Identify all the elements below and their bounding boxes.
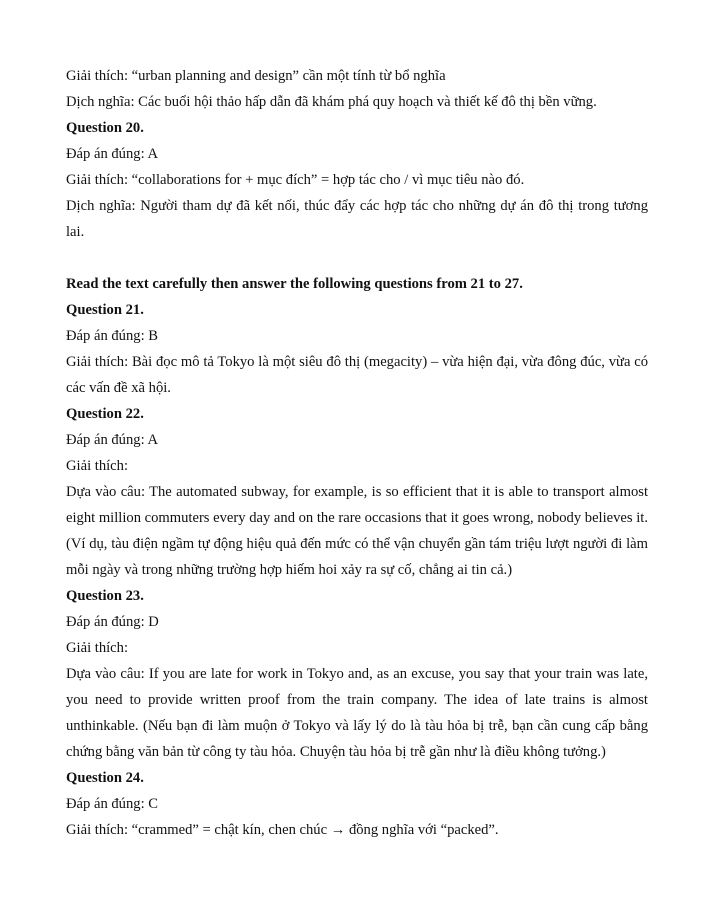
q20-explanation: Giải thích: “collaborations for + mục đích” = hợp tác cho / vì mục tiêu nào đó. bbox=[66, 172, 525, 188]
q21-explanation: Giải thích: Bài đọc mô tả Tokyo là một siêu đô thị (megacity) – vừa hiện đại, vừa đông đúc, vừa có các vấn đề xã hội. bbox=[66, 354, 648, 396]
q23-answer: Đáp án đúng: D bbox=[66, 614, 159, 630]
section-heading: Read the text carefully then answer the following questions from 21 to 27. bbox=[66, 276, 523, 292]
q24-title: Question 24. bbox=[66, 770, 144, 786]
q23-title: Question 23. bbox=[66, 588, 144, 604]
q19-explanation: Giải thích: “urban planning and design” cần một tính từ bổ nghĩa bbox=[66, 68, 446, 84]
section-spacer bbox=[66, 245, 648, 271]
q22-evidence: Dựa vào câu: The automated subway, for example, is so efficient that it is able to transport almost eight million commuters every day and on the rare occasions that it goes wrong, nobody believes it. (Ví dụ, tàu điện ngầm tự động hiệu quả đến mức có thể vận chuyển gần tám triệu lượt người đi làm mỗi ngày và trong những trường hợp hiếm hoi xảy ra sự cố, chẳng ai tin cả.) bbox=[66, 484, 648, 578]
q23-evidence: Dựa vào câu: If you are late for work in Tokyo and, as an excuse, you say that your train was late, you need to provide written proof from the train company. The idea of late trains is almost unthinkable. (Nếu bạn đi làm muộn ở Tokyo và lấy lý do là tàu hỏa bị trễ, bạn cần cung cấp bằng chứng bằng văn bản từ công ty tàu hỏa. Chuyện tàu hỏa bị trễ gần như là điều không tưởng.) bbox=[66, 666, 648, 760]
q23-explanation-label: Giải thích: bbox=[66, 640, 129, 656]
q21-title: Question 21. bbox=[66, 302, 144, 318]
q22-answer: Đáp án đúng: A bbox=[66, 432, 159, 448]
document-page bbox=[66, 63, 648, 843]
q24-answer: Đáp án đúng: C bbox=[66, 796, 159, 812]
q22-title: Question 22. bbox=[66, 406, 144, 422]
q20-translation: Dịch nghĩa: Người tham dự đã kết nối, thúc đẩy các hợp tác cho những dự án đô thị trong tương lai. bbox=[66, 198, 648, 240]
q24-explanation: Giải thích: “crammed” = chật kín, chen chúc → đồng nghĩa với “packed”. bbox=[66, 822, 499, 838]
q20-title: Question 20. bbox=[66, 120, 144, 136]
q20-answer: Đáp án đúng: A bbox=[66, 146, 159, 162]
q19-translation: Dịch nghĩa: Các buổi hội thảo hấp dẫn đã khám phá quy hoạch và thiết kế đô thị bền vững. bbox=[66, 94, 597, 110]
q21-answer: Đáp án đúng: B bbox=[66, 328, 159, 344]
q22-explanation-label: Giải thích: bbox=[66, 458, 129, 474]
